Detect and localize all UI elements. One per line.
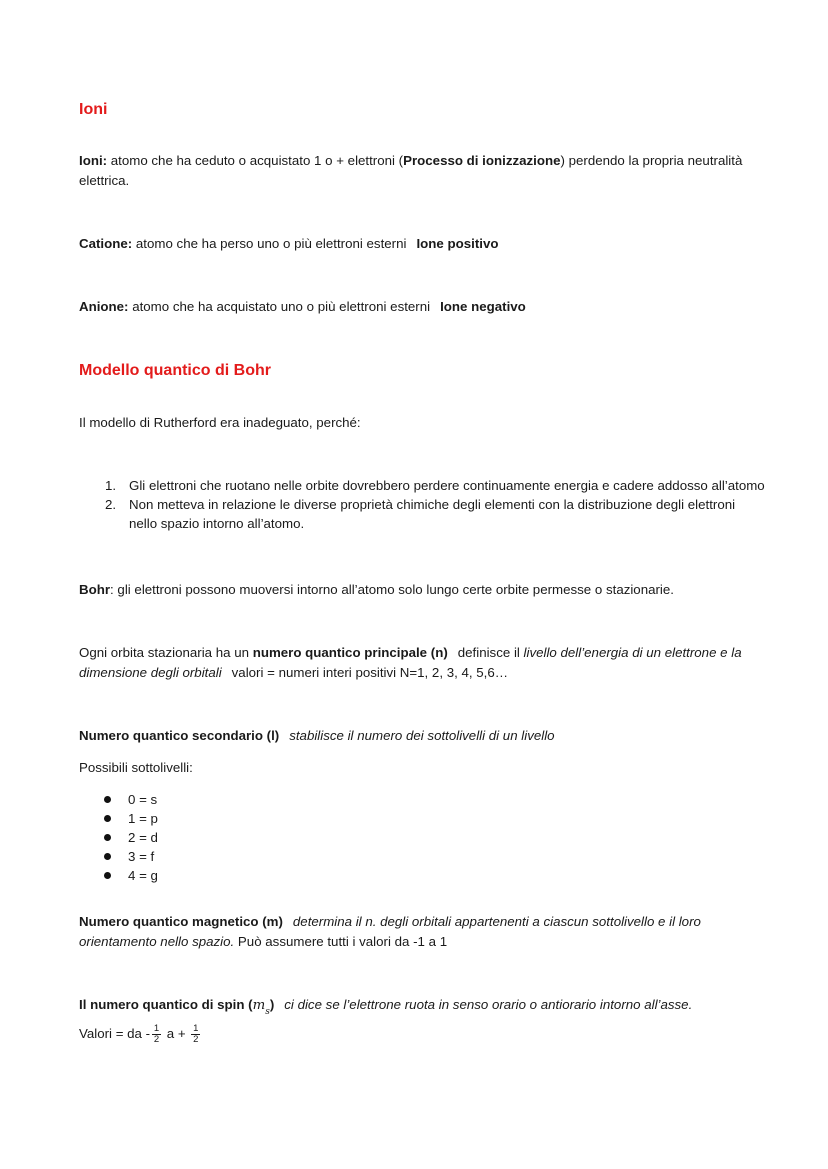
list-item: 1 = p xyxy=(104,809,158,828)
bullet-icon xyxy=(104,815,111,822)
ioni-definition xyxy=(79,151,759,191)
bullet-icon xyxy=(104,853,111,860)
anione-definition xyxy=(79,297,759,317)
list-item: 4 = g xyxy=(104,866,158,885)
magnetico-term: Numero quantico magnetico (m) xyxy=(79,914,283,929)
spin-definition: Il numero quantico di spin $(m_s)$ ci dice se l’elettrone ruota in senso orario o antiorario intorno all’asse. xyxy=(79,997,693,1017)
principale-term: numero quantico principale (n) xyxy=(252,645,448,660)
sottolivelli-list xyxy=(104,790,158,885)
ioni-text-2: ) perdendo la propria neutralità elettrica. xyxy=(79,153,743,188)
principale-values: valori = numeri interi positivi N=1, 2, 3, 4, 5,6… xyxy=(231,665,509,680)
list-item: 0 = s xyxy=(104,790,158,809)
ioni-heading: Ioni xyxy=(79,101,108,118)
bohr-term: Bohr xyxy=(79,582,111,597)
bullet-icon xyxy=(104,796,111,803)
spin-values: Valori = da - $\frac{1}{2}$ a + $\frac{1}{2}$ xyxy=(79,1023,199,1045)
magnetico-definition xyxy=(79,912,759,952)
secondario-term: Numero quantico secondario (l) xyxy=(79,728,280,743)
catione-term: Catione: xyxy=(79,236,133,251)
spin-symbol: $m_s$ xyxy=(252,998,270,1017)
fraction: $\frac{1}{2}$ xyxy=(153,1023,160,1045)
anione-text: atomo che ha acquistato uno o più elettroni esterni xyxy=(128,299,431,314)
catione-label: Ione positivo xyxy=(416,236,499,251)
magnetico-text: Può assumere tutti i valori da -1 a 1 xyxy=(234,934,448,949)
bohr-definition xyxy=(79,580,759,600)
reasons-list xyxy=(105,476,765,533)
list-item: 2. Non metteva in relazione le diverse proprietà chimiche degli elementi con la distribuzione degli elettroni nello spazio intorno all’atomo. xyxy=(105,497,736,531)
fraction: $\frac{1}{2}$ xyxy=(193,1023,199,1045)
anione-label: Ione negativo xyxy=(440,299,526,314)
catione-text: atomo che ha perso uno o più elettroni esterni xyxy=(132,236,407,251)
ioni-text-1: atomo che ha ceduto o acquistato 1 o + elettroni ( xyxy=(107,153,404,168)
sottolivelli-label: Possibili sottolivelli: xyxy=(79,760,193,775)
bullet-icon xyxy=(104,834,111,841)
principale-italic: livello dell’energia di un elettrone e la dimensione degli orbitali xyxy=(79,645,742,680)
spin-italic: ci dice se l’elettrone ruota in senso orario o antiorario intorno all’asse. xyxy=(284,997,693,1012)
rutherford-text: Il modello di Rutherford era inadeguato, perché: xyxy=(79,415,361,430)
list-item: 3 = f xyxy=(104,847,158,866)
spin-term: Il numero quantico di spin ( xyxy=(79,997,253,1012)
secondario-definition xyxy=(79,726,759,746)
bullet-icon xyxy=(104,872,111,879)
magnetico-italic: determina il n. degli orbitali appartenenti a ciascun sottolivello e il loro orientamento nello spazio. xyxy=(79,914,701,949)
list-item: 1. Gli elettroni che ruotano nelle orbite dovrebbero perdere continuamente energia e cadere addosso all’atomo xyxy=(105,478,765,493)
bohr-heading: Modello quantico di Bohr xyxy=(79,362,271,379)
principale-definition: Ogni orbita stazionaria ha un numero quantico principale (n) definisce il livello dell’energia di un elettrone e la dimensione degli orbitali valori = numeri interi positivi N=1, 2, 3, 4, 5,6… xyxy=(79,645,742,680)
anione-term: Anione: xyxy=(79,299,129,314)
list-item: 2 = d xyxy=(104,828,158,847)
ioni-term: Ioni: xyxy=(79,153,108,168)
secondario-italic: stabilisce il numero dei sottolivelli di un livello xyxy=(289,728,555,743)
catione-definition xyxy=(79,234,759,254)
ioni-process: Processo di ionizzazione xyxy=(403,153,561,168)
bohr-text: : gli elettroni possono muoversi intorno all’atomo solo lungo certe orbite permesse o stazionarie. xyxy=(110,582,674,597)
